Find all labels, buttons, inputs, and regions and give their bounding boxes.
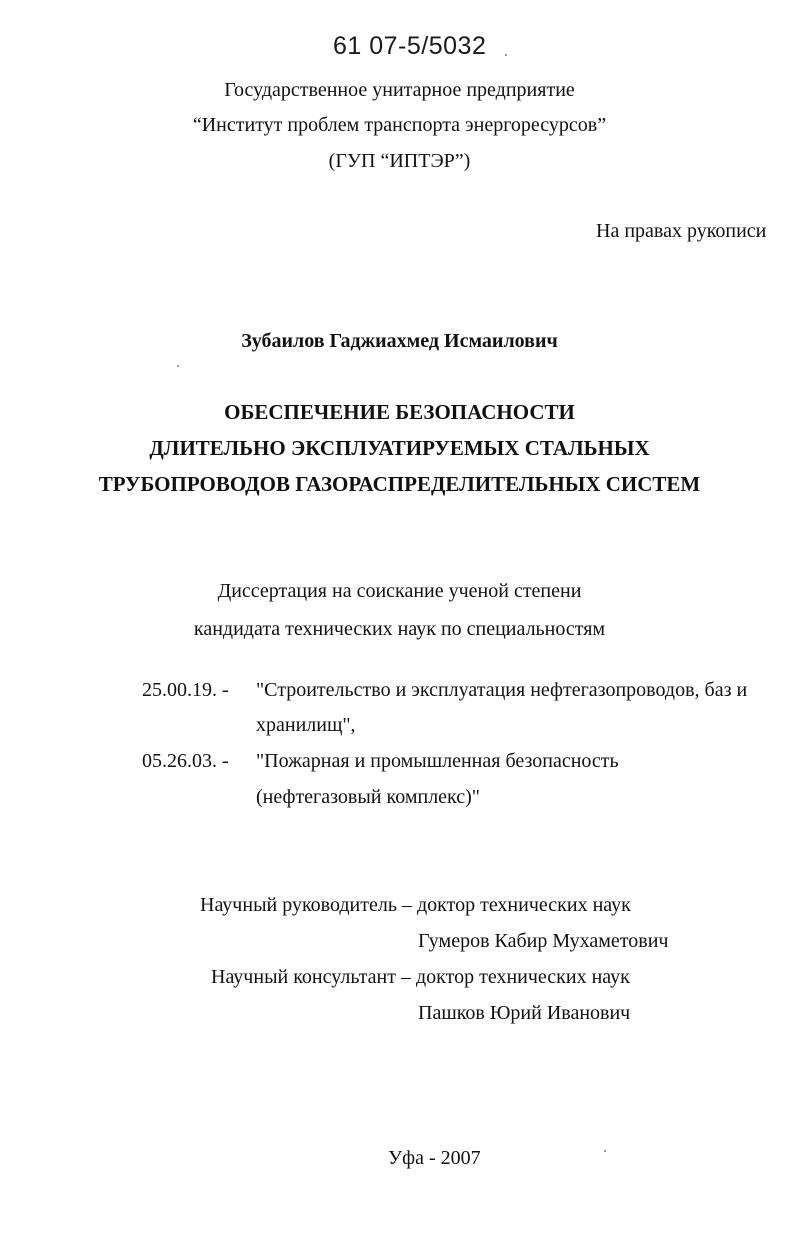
- archive-stamp-number: 61 07-5/5032: [333, 32, 487, 60]
- specialty-name-2-line-2: (нефтегазовый комплекс)": [256, 786, 480, 808]
- scientific-advisor-role: Научный руководитель – доктор технических наук: [200, 894, 631, 916]
- organization-line-1: Государственное унитарное предприятие: [224, 79, 575, 101]
- scan-speck: [177, 365, 179, 367]
- organization-abbreviation: (ГУП “ИПТЭР”): [328, 150, 471, 172]
- author-name: Зубаилов Гаджиахмед Исмаилович: [241, 330, 558, 352]
- specialty-name-2-line-1: "Пожарная и промышленная безопасность: [256, 750, 619, 772]
- scan-speck: [505, 54, 507, 56]
- organization-line-2: “Институт проблем транспорта энергоресурсов”: [192, 114, 607, 136]
- manuscript-rights-note: На правах рукописи: [596, 220, 767, 242]
- city-year: Уфа - 2007: [388, 1147, 481, 1169]
- specialty-name-1-line-2: хранилищ",: [256, 714, 356, 736]
- scientific-advisor-name: Гумеров Кабир Мухаметович: [418, 930, 669, 952]
- scientific-consultant-role: Научный консультант – доктор технических наук: [211, 966, 630, 988]
- thesis-title-line-2: ДЛИТЕЛЬНО ЭКСПЛУАТИРУЕМЫХ СТАЛЬНЫХ: [149, 436, 650, 460]
- thesis-title-line-3: ТРУБОПРОВОДОВ ГАЗОРАСПРЕДЕЛИТЕЛЬНЫХ СИСТЕМ: [98, 472, 701, 496]
- scan-speck: [604, 1150, 606, 1152]
- thesis-title-line-1: ОБЕСПЕЧЕНИЕ БЕЗОПАСНОСТИ: [224, 400, 575, 424]
- specialty-name-1-line-1: "Строительство и эксплуатация нефтегазопроводов, баз и: [256, 679, 748, 701]
- specialty-code-1: 25.00.19. -: [142, 679, 229, 701]
- scientific-consultant-name: Пашков Юрий Иванович: [418, 1002, 631, 1024]
- degree-statement-line-2: кандидата технических наук по специальностям: [193, 618, 606, 640]
- specialty-code-2: 05.26.03. -: [142, 750, 229, 772]
- degree-statement-line-1: Диссертация на соискание ученой степени: [217, 580, 582, 602]
